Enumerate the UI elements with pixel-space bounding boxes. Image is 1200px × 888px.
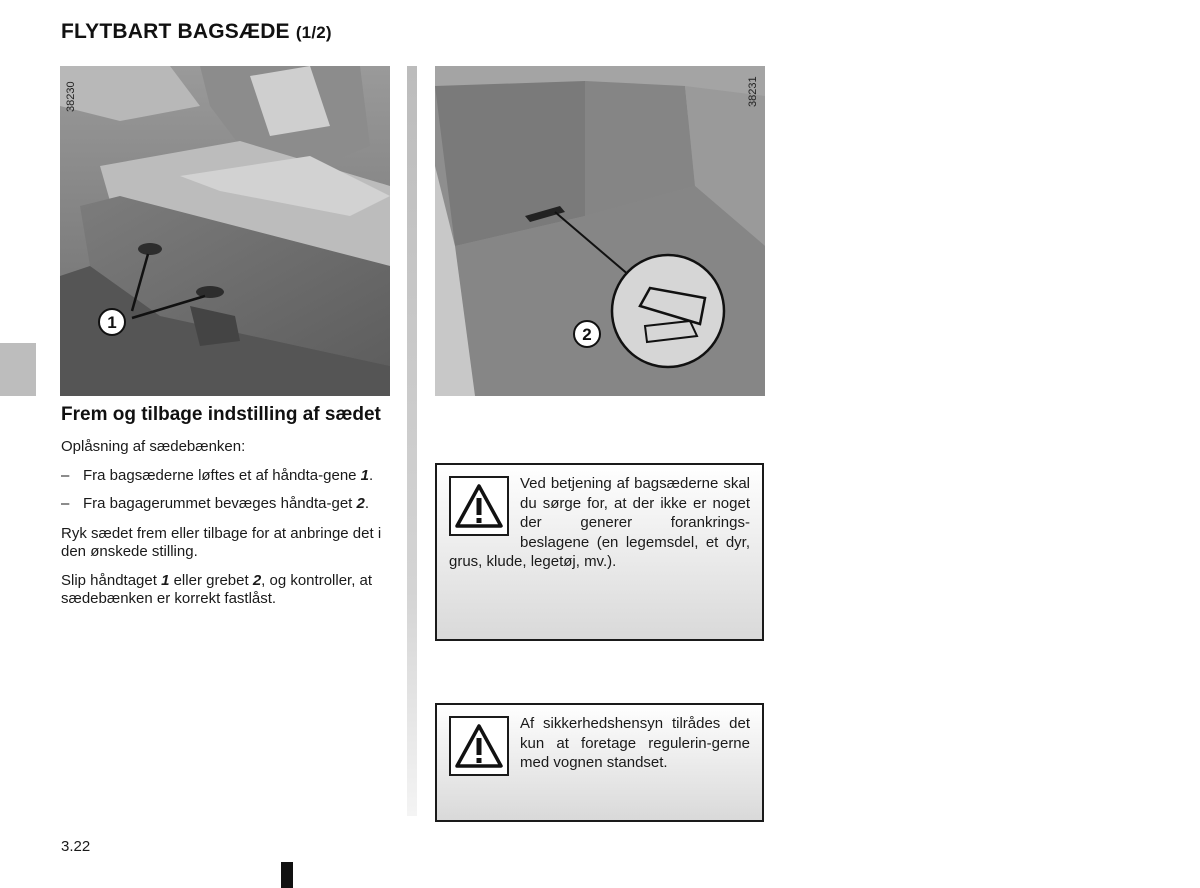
page-title-suffix: (1/2) [295, 23, 332, 42]
luggage-compartment-illustration [435, 66, 765, 396]
footer-marker [281, 862, 293, 888]
luggage-photo [435, 66, 765, 396]
warning-text: Ved betjening af bagsæderne skal du sørge for, at der ikke er noget der generer forankrings-beslagene (en legemsdel, et dyr, grus, klude, legetøj, mv.). [449, 475, 750, 570]
section-intro: Oplåsning af sædebænken: [61, 438, 246, 455]
page-title [61, 20, 332, 44]
warning-text: Af sikkerhedshensyn tilrådes det kun at foretage regulerin-gerne med vognen standset. [520, 715, 750, 771]
column-divider [407, 66, 417, 816]
warning-box-anchorage [435, 463, 764, 641]
rear-seat-photo [60, 66, 390, 396]
warning-box-stationary [435, 703, 764, 822]
seat-adjustment-section [61, 403, 390, 619]
handle-detail-zoom [612, 255, 724, 367]
callout-2-label: 2 [582, 325, 592, 344]
rear-seat-illustration [60, 66, 390, 396]
left-photo-code: 38230 [65, 81, 77, 112]
unlock-steps-list [61, 467, 390, 513]
paragraph-release-check: Slip håndtaget 1 eller grebet 2, og kontroller, at sædebænken er korrekt fastlåst. [61, 572, 373, 607]
list-item: – Fra bagagerummet bevæges håndta-get 2. [61, 495, 370, 512]
page-number: 3.22 [61, 838, 91, 855]
chapter-tab [0, 343, 36, 396]
warning-triangle-icon [449, 476, 509, 536]
list-item: – Fra bagsæderne løftes et af håndta-gene 1. [61, 467, 374, 484]
page-title-text: FLYTBART BAGSÆDE [61, 20, 290, 43]
paragraph-move-seat: Ryk sædet frem eller tilbage for at anbringe det i den ønskede stilling. [61, 525, 382, 560]
right-photo-code: 38231 [747, 76, 759, 107]
warning-triangle-icon [449, 716, 509, 776]
callout-1-label: 1 [107, 313, 117, 332]
section-heading: Frem og tilbage indstilling af sædet [61, 404, 381, 425]
